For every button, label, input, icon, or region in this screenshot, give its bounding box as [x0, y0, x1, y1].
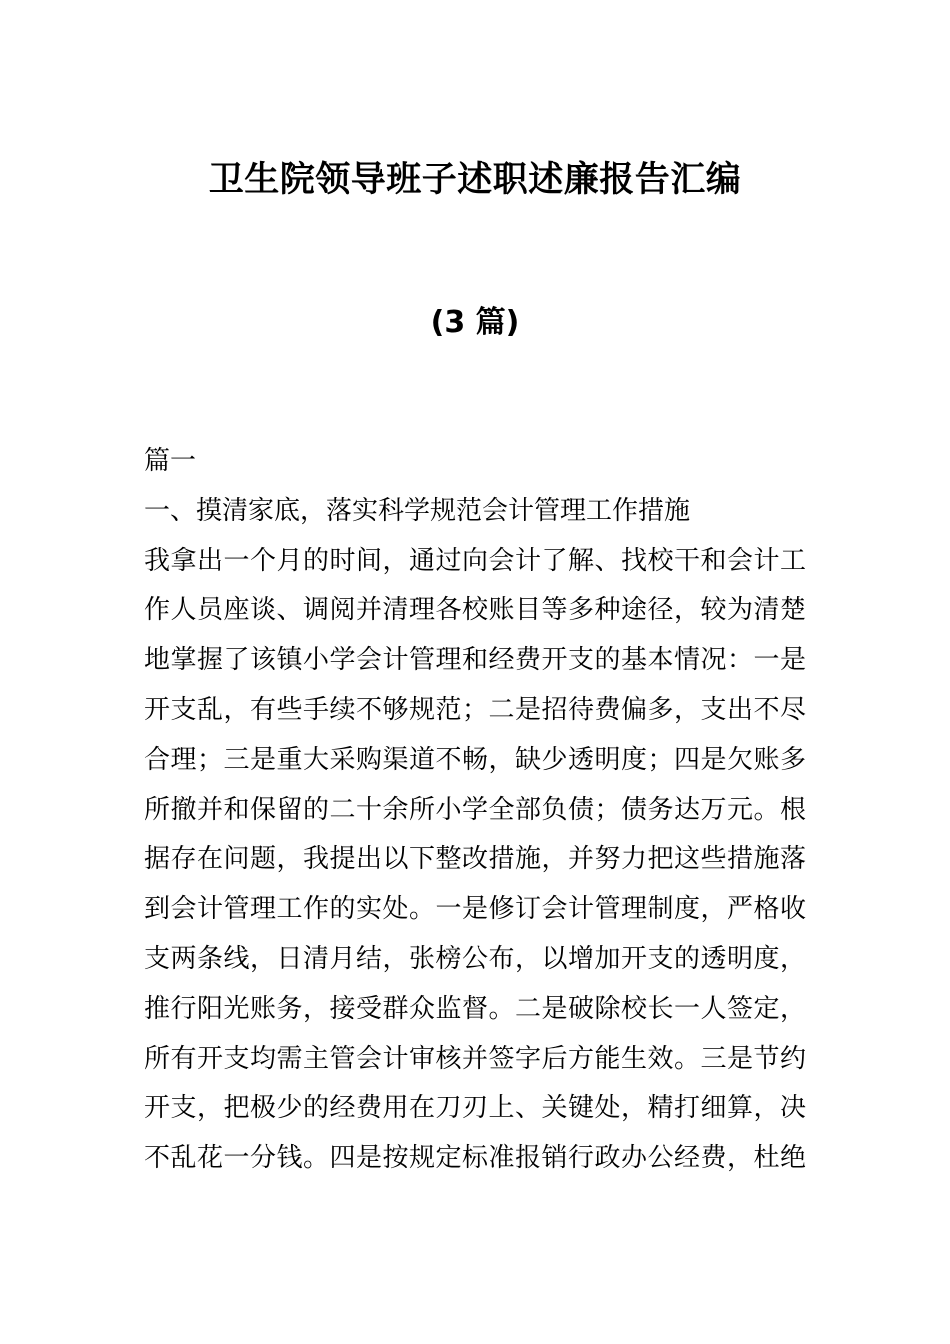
document-subtitle: (3 篇)	[430, 305, 520, 340]
paragraph-line: 所撤并和保留的二十余所小学全部负债；债务达万元。根	[144, 794, 806, 825]
paragraph-line: 作人员座谈、调阅并清理各校账目等多种途径，较为清楚	[144, 595, 806, 626]
document-title: 卫生院领导班子述职述廉报告汇编	[208, 160, 742, 200]
paragraph-line: 不乱花一分钱。四是按规定标准报销行政办公经费，杜绝	[144, 1143, 806, 1174]
paragraph-line: 开支，把极少的经费用在刀刃上、关键处，精打细算，决	[144, 1093, 806, 1124]
paragraph-line: 所有开支均需主管会计审核并签字后方能生效。三是节约	[144, 1043, 806, 1074]
paragraph-line: 推行阳光账务，接受群众监督。二是破除校长一人签定，	[144, 993, 806, 1024]
paragraph-line: 支两条线，日清月结，张榜公布，以增加开支的透明度，	[144, 943, 806, 974]
paragraph-line: 合理；三是重大采购渠道不畅，缺少透明度；四是欠账多	[144, 744, 806, 775]
document-body	[144, 437, 806, 1184]
paragraph-line: 据存在问题，我提出以下整改措施，并努力把这些措施落	[144, 844, 806, 875]
section-label: 篇一	[144, 446, 197, 476]
paragraph-line: 到会计管理工作的实处。一是修订会计管理制度，严格收	[144, 894, 806, 925]
paragraph-line: 地掌握了该镇小学会计管理和经费开支的基本情况：一是	[144, 645, 806, 676]
paragraph-line: 开支乱，有些手续不够规范；二是招待费偏多，支出不尽	[144, 694, 806, 725]
section-heading: 一、摸清家底，落实科学规范会计管理工作措施	[144, 495, 691, 526]
paragraph-line: 我拿出一个月的时间，通过向会计了解、找校干和会计工	[144, 545, 806, 576]
